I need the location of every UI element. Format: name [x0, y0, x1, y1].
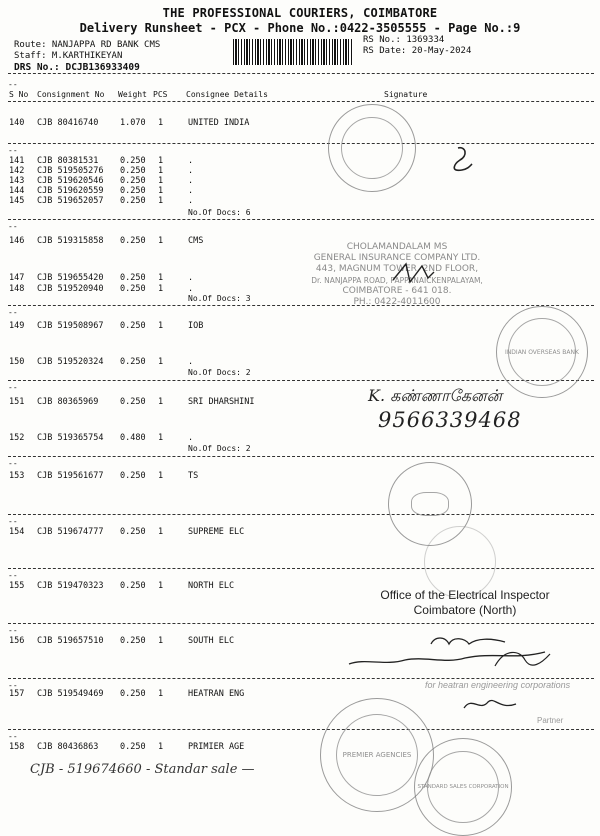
row-details: .: [188, 357, 194, 367]
row-pcs: 1: [158, 581, 164, 591]
partner-label: Partner: [537, 716, 564, 725]
staff-label: Staff: M.KARTHIKEYAN: [14, 51, 123, 61]
row-details: SOUTH ELC: [188, 636, 235, 646]
heatran-stamp: for heatran engineering corporations: [425, 680, 571, 690]
row-details: UNITED INDIA: [188, 118, 250, 128]
drs-number: DRS No.: DCJB136933409: [14, 62, 140, 73]
row-sno: 156: [9, 636, 25, 646]
signature-mark: [438, 140, 478, 180]
doc-count: No.Of Docs: 2: [188, 368, 251, 377]
col-weight: Weight: [118, 90, 147, 99]
row-consignment: CJB 519657510: [37, 636, 104, 646]
row-consignment: CJB 519520324: [37, 357, 104, 367]
row-sno: 150: [9, 357, 25, 367]
col-pcs: PCS: [153, 90, 168, 99]
row-sno: 147: [9, 273, 25, 283]
dash-marker: --: [8, 308, 18, 317]
row-weight: 0.250: [120, 321, 146, 331]
row-consignment: CJB 519620559: [37, 186, 104, 196]
row-sno: 151: [9, 397, 25, 407]
row-details: .: [188, 166, 194, 176]
dash-marker: --: [8, 732, 18, 741]
row-consignment: CJB 519674777: [37, 527, 104, 537]
row-weight: 0.250: [120, 176, 146, 186]
divider: [8, 568, 594, 569]
row-pcs: 1: [158, 273, 164, 283]
stamp-line: Office of the Electrical Inspector: [380, 588, 550, 602]
row-weight: 0.250: [120, 527, 146, 537]
row-weight: 0.250: [120, 357, 146, 367]
row-weight: 0.250: [120, 471, 146, 481]
row-weight: 0.250: [120, 284, 146, 294]
row-consignment: CJB 80381531: [37, 156, 99, 166]
row-pcs: 1: [158, 397, 164, 407]
row-weight: 0.250: [120, 273, 146, 283]
divider: [8, 143, 594, 144]
row-details: .: [188, 186, 194, 196]
row-weight: 0.250: [120, 166, 146, 176]
row-details: .: [188, 284, 194, 294]
stamp-text: INDIAN OVERSEAS BANK: [508, 318, 576, 386]
row-consignment: CJB 519508967: [37, 321, 104, 331]
stamp-line: PH.: 0422-4011600: [353, 297, 441, 307]
row-sno: 144: [9, 186, 25, 196]
stamp-line: COIMBATORE - 641 018.: [342, 286, 452, 296]
signature-mark: [388, 258, 438, 288]
row-weight: 0.250: [120, 636, 146, 646]
dash-marker: --: [8, 626, 18, 635]
handwritten-phone: 9566339468: [378, 408, 522, 432]
row-weight: 0.250: [120, 397, 146, 407]
row-consignment: CJB 519520940: [37, 284, 104, 294]
route-label: Route: NANJAPPA RD BANK CMS: [14, 40, 161, 50]
divider: [8, 623, 594, 624]
dash-marker: --: [8, 383, 18, 392]
row-sno: 152: [9, 433, 25, 443]
south-elc-signature: [345, 630, 575, 678]
row-details: TS: [188, 471, 199, 481]
row-consignment: CJB 519655420: [37, 273, 104, 283]
col-consignment: Consignment No: [37, 90, 105, 99]
dash-marker: --: [8, 459, 18, 468]
row-details: HEATRAN ENG: [188, 689, 245, 699]
row-details: CMS: [188, 236, 204, 246]
row-weight: 0.480: [120, 433, 146, 443]
row-consignment: CJB 519505276: [37, 166, 104, 176]
standard-sales-stamp: [414, 738, 512, 836]
row-details: .: [188, 196, 194, 206]
divider: [8, 678, 594, 679]
stamp-text: PREMIER AGENCIES: [336, 714, 418, 796]
row-consignment: CJB 519620546: [37, 176, 104, 186]
row-consignment: CJB 519549469: [37, 689, 104, 699]
row-details: SUPREME ELC: [188, 527, 245, 537]
divider: [8, 219, 594, 220]
stamp-line: Dr. NANJAPPA ROAD, PAPPANAICKENPALAYAM,: [311, 276, 483, 285]
row-details: .: [188, 176, 194, 186]
row-details: PRIMIER AGE: [188, 742, 245, 752]
dash-marker: --: [8, 80, 18, 89]
doc-count: No.Of Docs: 3: [188, 294, 251, 303]
row-consignment: CJB 519470323: [37, 581, 104, 591]
dash-marker: --: [8, 571, 18, 580]
row-consignment: CJB 80436863: [37, 742, 99, 752]
row-pcs: 1: [158, 176, 164, 186]
row-consignment: CJB 80416740: [37, 118, 99, 128]
divider: [8, 101, 594, 102]
rs-date: RS Date: 20-May-2024: [363, 46, 472, 56]
row-weight: 0.250: [120, 236, 146, 246]
dash-marker: --: [8, 146, 18, 155]
row-weight: 0.250: [120, 156, 146, 166]
row-pcs: 1: [158, 527, 164, 537]
row-sno: 145: [9, 196, 25, 206]
row-details: NORTH ELC: [188, 581, 235, 591]
row-sno: 146: [9, 236, 25, 246]
dash-marker: --: [8, 517, 18, 526]
row-pcs: 1: [158, 156, 164, 166]
row-details: .: [188, 433, 194, 443]
stamp-line: GENERAL INSURANCE COMPANY LTD.: [313, 253, 481, 263]
row-pcs: 1: [158, 471, 164, 481]
row-sno: 149: [9, 321, 25, 331]
row-details: .: [188, 273, 194, 283]
row-consignment: CJB 80365969: [37, 397, 99, 407]
iob-stamp: [496, 306, 588, 398]
row-consignment: CJB 519652057: [37, 196, 104, 206]
barcode: [233, 39, 353, 65]
doc-count: No.Of Docs: 6: [188, 208, 251, 217]
dash-marker: --: [8, 681, 18, 690]
col-sno: S No: [9, 90, 29, 99]
row-sno: 153: [9, 471, 25, 481]
row-pcs: 1: [158, 186, 164, 196]
row-weight: 0.250: [120, 689, 146, 699]
col-details: Consignee Details: [186, 90, 268, 99]
row-sno: 158: [9, 742, 25, 752]
row-sno: 154: [9, 527, 25, 537]
rs-number: RS No.: 1369334: [363, 35, 445, 45]
doc-count: No.Of Docs: 2: [188, 444, 251, 453]
dash-marker: --: [8, 222, 18, 231]
row-pcs: 1: [158, 284, 164, 294]
row-pcs: 1: [158, 689, 164, 699]
stamp-text: STANDARD SALES CORPORATION: [427, 751, 499, 823]
row-sno: 140: [9, 118, 25, 128]
row-pcs: 1: [158, 433, 164, 443]
divider: [8, 456, 594, 457]
col-signature: Signature: [384, 90, 428, 99]
handwritten-note: CJB - 519674660 - Standar sale —: [30, 762, 255, 777]
row-consignment: CJB 519315858: [37, 236, 104, 246]
row-pcs: 1: [158, 357, 164, 367]
runsheet-title: THE PROFESSIONAL COURIERS, COIMBATORE: [162, 6, 438, 20]
divider: [8, 514, 594, 515]
row-pcs: 1: [158, 166, 164, 176]
stamp-line: Coimbatore (North): [413, 603, 517, 617]
row-weight: 0.250: [120, 186, 146, 196]
row-details: SRI DHARSHINI: [188, 397, 255, 407]
row-details: .: [188, 156, 194, 166]
row-weight: 0.250: [120, 196, 146, 206]
row-weight: 1.070: [120, 118, 146, 128]
row-pcs: 1: [158, 742, 164, 752]
row-pcs: 1: [158, 196, 164, 206]
row-pcs: 1: [158, 236, 164, 246]
handwritten-name: K. கண்ணாகேனன்: [368, 386, 503, 405]
divider: [8, 73, 594, 74]
row-sno: 143: [9, 176, 25, 186]
runsheet-subtitle: Delivery Runsheet - PCX - Phone No.:0422-3505555 - Page No.:9: [79, 21, 521, 35]
row-pcs: 1: [158, 636, 164, 646]
row-sno: 148: [9, 284, 25, 294]
row-consignment: CJB 519365754: [37, 433, 104, 443]
united-india-stamp: [328, 104, 416, 192]
stamp-line: CHOLAMANDALAM MS: [346, 242, 448, 252]
row-sno: 142: [9, 166, 25, 176]
row-pcs: 1: [158, 321, 164, 331]
row-sno: 157: [9, 689, 25, 699]
signature-mark: [460, 692, 520, 716]
row-consignment: CJB 519561677: [37, 471, 104, 481]
row-details: IOB: [188, 321, 204, 331]
row-sno: 141: [9, 156, 25, 166]
row-weight: 0.250: [120, 742, 146, 752]
row-sno: 155: [9, 581, 25, 591]
divider: [8, 729, 594, 730]
row-weight: 0.250: [120, 581, 146, 591]
row-pcs: 1: [158, 118, 164, 128]
stamp-line: 443, MAGNUM TOWER, 2ND FLOOR,: [315, 264, 479, 274]
electrical-inspector-stamp: [355, 588, 575, 618]
